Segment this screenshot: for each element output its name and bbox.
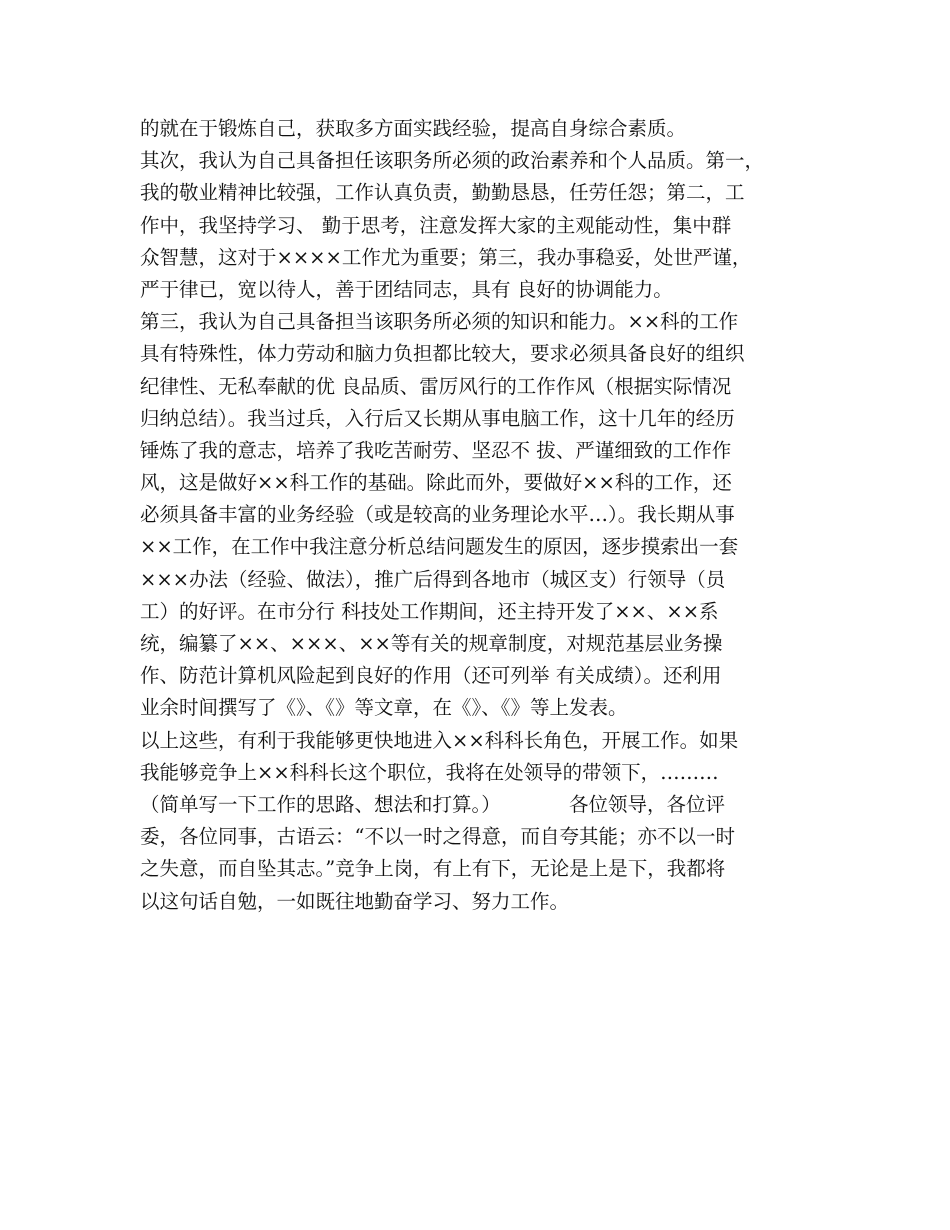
text-line: 以这句话自勉，一如既往地勤奋学习、努力工作。 [140,889,570,913]
text-line: 委，各位同事，古语云：“不以一时之得意，而自夸其能；亦不以一时 [140,825,735,849]
text-line: 众智慧，这对于××××工作尤为重要；第三，我办事稳妥，处世严谨， [140,245,752,269]
body-text [140,113,820,918]
text-line: ×××办法（经验、做法），推广后得到各地市（城区支）行领导（员 [140,567,726,591]
text-line: （简单写一下工作的思路、想法和打算。） 各位领导，各位评 [140,792,726,816]
text-line: 必须具备丰富的业务经验（或是较高的业务理论水平…）。我长期从事 [140,503,735,527]
text-line: 作、防范计算机风险起到良好的作用（还可列举 有关成绩）。还利用 [140,664,722,688]
text-line: 我能够竞争上××科科长这个职位，我将在处领导的带领下，……… [140,760,719,784]
text-line: 统，编纂了××、×××、××等有关的规章制度，对规范基层业务操 [140,632,723,655]
text-line: 具有特殊性，体力劳动和脑力负担都比较大，要求必须具备良好的组织 [140,342,745,366]
text-line: 其次，我认为自己具备担任该职务所必须的政治素养和个人品质。第一， [140,149,765,173]
text-line: 之失意，而自坠其志。”竞争上岗，有上有下，无论是上是下，我都将 [140,857,726,881]
text-line: 归纳总结）。我当过兵，入行后又长期从事电脑工作，这十几年的经历 [140,406,735,430]
text-line: ××工作，在工作中我注意分析总结问题发生的原因，逐步摸索出一套 [140,535,739,559]
text-line: 以上这些，有利于我能够更快地进入××科科长角色，开展工作。如果 [140,728,739,752]
text-line: 的就在于锻炼自己，获取多方面实践经验，提高自身综合素质。 [140,117,687,140]
text-line: 第三，我认为自己具备担当该职务所必须的知识和能力。××科的工作 [140,310,739,334]
text-line: 风，这是做好××科工作的基础。除此而外，要做好××科的工作，还 [140,471,732,495]
text-line: 纪律性、无私奉献的优 良品质、雷厉风行的工作作风（根据实际情况 [140,374,732,398]
text-line: 严于律已，宽以待人，善于团结同志，具有 良好的协调能力。 [140,277,673,301]
text-line: 我的敬业精神比较强，工作认真负责，勤勤恳恳，任劳任怨；第二，工 [140,181,745,205]
text-line: 锤炼了我的意志，培养了我吃苦耐劳、坚忍不 拔、严谨细致的工作作 [140,438,732,462]
text-line: 工）的好评。在市分行 科技处工作期间，还主持开发了××、××系 [140,599,719,623]
text-line: 业余时间撰写了《》、《》等文章，在《》、《》等上发表。 [140,696,628,720]
text-line: 作中，我坚持学习、 勤于思考，注意发挥大家的主观能动性，集中群 [140,213,732,237]
